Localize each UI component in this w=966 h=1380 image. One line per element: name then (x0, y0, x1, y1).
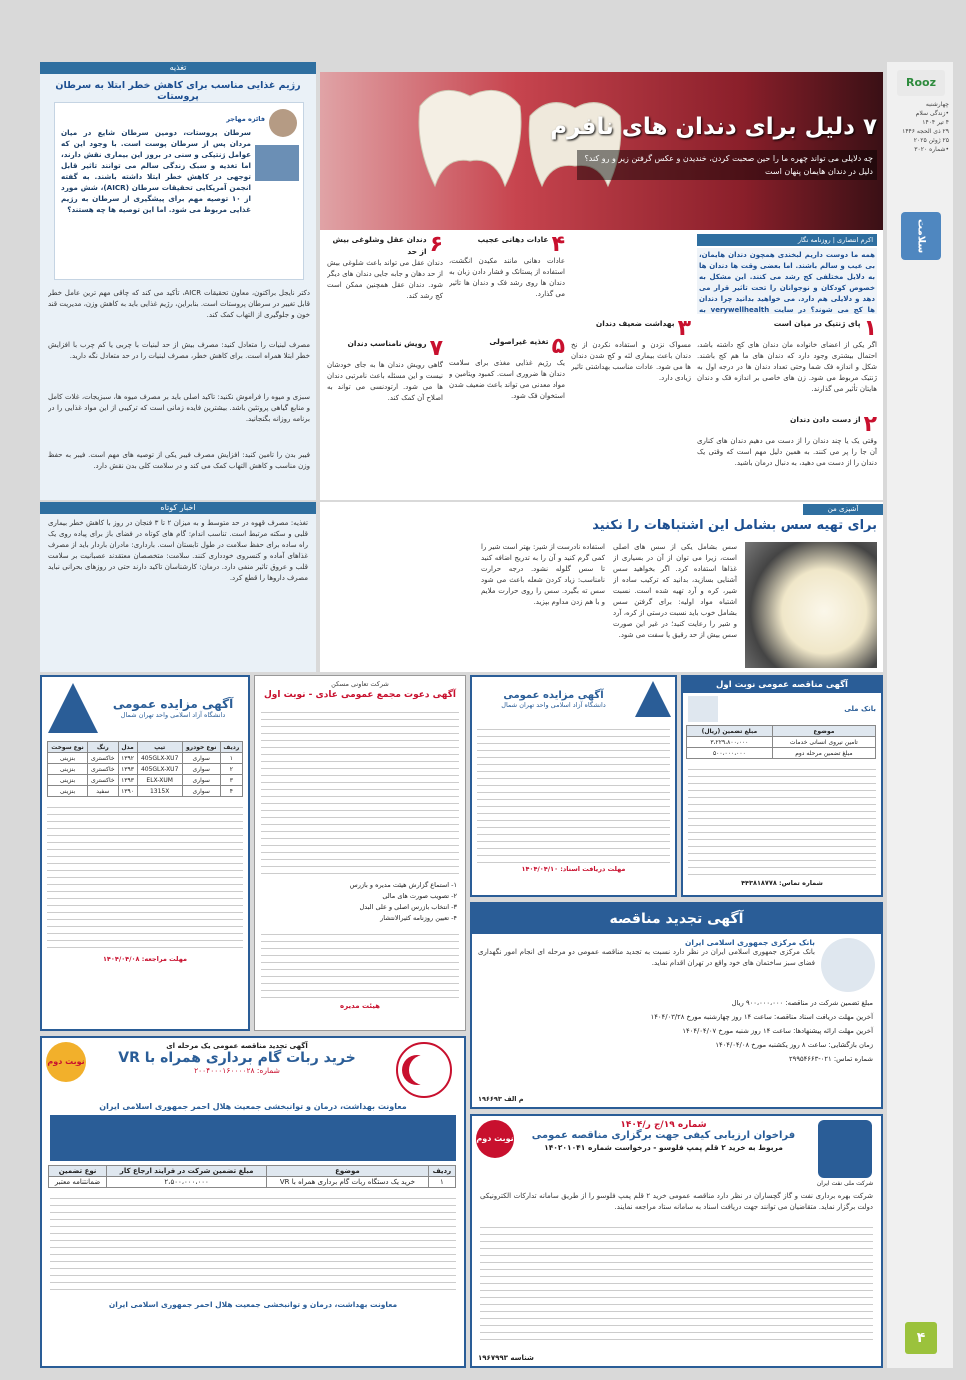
tender-title: آگهی تجدید مناقصه (609, 911, 744, 927)
reason-body: مسواک نزدن و استفاده نکردن از نخ دندان باعث بیماری لثه و کج شدن دندان ها می شود. عادات مناسب بهداشتی تاثیر زیادی دارد. (571, 341, 691, 382)
masthead-item: ۲۹ ذی الحجه ۱۴۴۶ (902, 128, 949, 135)
gas-id: شناسه ۱۹۶۷۹۹۳ (478, 1354, 534, 1362)
assembly-org: شرکت تعاونی مسکن (331, 680, 389, 688)
teeth-col-3 (449, 234, 565, 454)
tender-lead: بانک مرکزی جمهوری اسلامی ایران در نظر دارد نسبت به تجدید مناقصه عمومی دو مرحله ای انجام امور نگهداری فضای سبز ساختمان های خود واقع در تهران اقدام نماید. (478, 948, 815, 967)
ad-assembly (254, 675, 466, 1031)
nutrition-title: رژیم غذایی مناسب برای کاهش خطر ابتلا به سرطان پروستات (55, 80, 301, 102)
tender-point: زمان بازگشایی: ساعت ۸ روز یکشنبه مورخ ۱۴۰۴/۰۴/۰۸ (715, 1041, 873, 1049)
reason-heading: بهداشت ضعیف دندان (595, 319, 675, 328)
teeth-col-4 (327, 234, 443, 456)
gas-org: شرکت ملی نفت ایران (816, 1180, 874, 1187)
speaker-icon (255, 145, 299, 181)
agenda-item: ۲- تصویب صورت های مالی (382, 892, 457, 900)
nutrition-paragraph: سبزی و میوه را فراموش نکنید: تاکید اصلی باید بر مصرف میوه ها، سبزیجات، غلات کامل و منابع گیاهی پروتئین باشد. بیشترین فایده زمانی است که ترکیبی از این مواد غذایی را در برنامه روزانه بگنجانید. (48, 393, 310, 423)
ad-text-block (688, 763, 876, 875)
masthead-item: •شماره ۳۰۲۰ (914, 146, 949, 153)
ad-tender (470, 902, 883, 1109)
cooking-paragraph: سس بشامل یکی از سس های اصلی است، زیرا می توان از آن در بسیاری از غذاها استفاده کرد. اگر بخواهید سس آشنایی بسازید، بدانید که ترکیب ساده از شیر، کره و آرد تهیه شده است. نسبت اشتباه مواد اولیه: برای گرفتن سس بشامل خوب باید نسبت درستی از کره، آرد و شیر را رعایت کنید؛ در غیر این صورت سس بیش از حد رقیق یا سفت می شود. (613, 543, 737, 639)
short-news (40, 502, 316, 672)
ad-auction-1 (470, 675, 677, 897)
red-crescent-logo-icon (396, 1042, 452, 1098)
ad-text-block (261, 928, 459, 998)
auction2-org: دانشگاه آزاد اسلامی واحد تهران شمال (120, 711, 226, 719)
reason-body: اگر یکی از اعضای خانواده مان دندان های کج داشته باشد، احتمال بیشتری وجود دارد که دندان های ما هم کج باشند. شکل و اندازه فک شما وحتی تعداد دندان ها در درجه اول به ژنتیک مربوط می شود. زن های خاصی بر اندازه فک و دندان هایتان تأثیر می گذارند. (697, 341, 877, 393)
cooking-title: برای تهیه سس بشامل این اشتباهات را نکنید (592, 518, 877, 533)
gas-number: شماره ۱۹/ج ر/۱۴۰۴ (620, 1120, 707, 1130)
ad-text-block (47, 801, 243, 951)
nutrition-paragraph: فیبر بدن را تامین کنید: افزایش مصرف فیبر یکی از توصیه های مهم است. فیبر به حفظ وزن مناسب و کاهش التهاب کمک می کند و در سلامت کلی بدن نقش دارد. (48, 451, 310, 470)
page-number: ۴ (905, 1322, 937, 1354)
university-logo-icon (635, 681, 671, 717)
nutrition-band: تغذیه (40, 62, 316, 74)
auction1-title: آگهی مزایده عمومی (503, 689, 604, 701)
ad-auction-2 (40, 675, 250, 1031)
auction2-note: مهلت مراجعه: ۱۴۰۴/۰۴/۰۸ (102, 955, 188, 963)
shortnews-body: تغذیه: مصرف قهوه در حد متوسط و به میزان ۲ تا ۳ فنجان در روز با کاهش خطر بیماری قلبی و سکته مرتبط است. تناسب اندام: گام های کوتاه در فضای باز برای پیاده روی یک راه ساده برای حفظ سلامت در طول تابستان است. بارداری: مادران باردار باید از مصرف غذاهای آماده و کنسروی خودداری کنند. سلامت: متخصصان معتقدند عصبانیت بر سلامت قلب و عروق تاثیر منفی دارد. درمان: کارشناسان تاکید دارند حتی در روزهای بحرانی نباید مصرف داروها را قطع کرد. (48, 519, 308, 582)
ad-bank-title: آگهی مناقصه عمومی نوبت اول (683, 677, 881, 693)
table-row: ۱ سواری 405GLX-XU7 ۱۳۹۲ خاکستری بنزینی (48, 753, 243, 764)
nutrition-author: فائزه مهاجر (226, 115, 265, 123)
ad-text-block (480, 1221, 873, 1341)
teeth-intro: همه ما دوست داریم لبخندی همچون دندان هایمان، بی عیب و سالم باشند. اما بعضی وقت ها دندان ها به دلایل مختلفی کج رشد می کنند. این مشکل به خصوص کودکان و نوجوانان را تحت تاثیر قرار می دهد و دلایلی هم دارد. می خواهید بدانید چرا دندان ها کج می شوند؟ در سایت verywellhealth به (697, 248, 877, 314)
tender-point: مبلغ تضمین شرکت در مناقصه: ۹۰۰،۰۰۰،۰۰۰ ریال (731, 999, 873, 1007)
reason-body: عادات دهانی مانند مکیدن انگشت، استفاده از پستانک و فشار دادن زبان به دندان ها روی رشد فک و دندان ها تاثیر می گذارد. (449, 257, 565, 298)
ad-red-crescent (40, 1036, 466, 1368)
redcrescent-number: شماره: ۲۰۰۴۰۰۰۱۶۰۰۰۰۲۸ (194, 1066, 280, 1075)
sauce-photo (745, 542, 877, 668)
redcrescent-headline: خرید ربات گام برداری همراه با VR (118, 1050, 356, 1066)
round-badge: نوبت دوم (46, 1042, 86, 1082)
nutrition-lead-box (54, 102, 304, 280)
logo (897, 70, 945, 96)
university-logo-icon (48, 683, 98, 733)
auction1-note: مهلت دریافت اسناد: ۱۴۰۴/۰۴/۱۰ (521, 865, 626, 873)
reason-body: گاهی رویش دندان ها به جای خودشان نیست و این مسئله باعث نامرتبی دندان ها می شود. ارتودنسی می تواند به اصلاح آن کمک کند. (327, 361, 443, 402)
bank-logo-icon (688, 696, 718, 722)
ad-text-block (261, 706, 459, 876)
cooking-band: آشپزی من (803, 504, 883, 515)
gas-body: شرکت بهره برداری نفت و گاز گچساران در نظر دارد مناقصه عمومی خرید ۲ قلم پمپ فلوسو را از طریق سامانه تدارکات الکترونیکی دولت برگزار نماید. متقاضیان می توانند جهت دریافت اسناد به سامانه ستاد مراجعه نمایند. (480, 1192, 873, 1211)
tender-org: بانک مرکزی جمهوری اسلامی ایران (685, 938, 815, 947)
tender-point: شماره تماس: ۰۲۱-۲۹۹۵۴۶۶۳ (789, 1055, 873, 1063)
teeth-hero (320, 72, 883, 230)
reason-body: دندان عقل می تواند باعث شلوغی بیش از حد دهان و جابه جایی دندان های دیگر شود. دندان عقل همچنین ممکن است کج رشد کند. (327, 259, 443, 300)
cooking-article (320, 502, 883, 672)
masthead-date (891, 100, 949, 154)
agenda-item: ۴- تعیین روزنامه کثیرالانتشار (380, 914, 457, 922)
teeth-subtitle: چه دلایلی می تواند چهره ما را حین صحبت کردن، خندیدن و عکس گرفتن زیر و رو کند؟ دلیل در دندان هایمان پنهان است (577, 150, 877, 180)
reason-number: ۱ (863, 316, 877, 341)
table-row: مبلغ تضمین مرحله دوم ۵۰۰،۰۰۰،۰۰۰ (687, 748, 876, 759)
round-badge: نوبت دوم (476, 1120, 514, 1158)
gas-title: فراخوان ارزیابی کیفی جهت برگزاری مناقصه عمومی (531, 1130, 796, 1141)
assembly-sign: هیئت مدیره (340, 1002, 380, 1010)
logo-text: Rooz (906, 76, 936, 89)
teeth-author: اکرم انتصاری | روزنامه نگار (697, 234, 877, 246)
table-header-row: ردیف نوع خودرو تیپ مدل رنگ نوع سوخت (48, 742, 243, 753)
reason-heading: تغذیه غیراصولی (489, 337, 549, 346)
table-row: ۳ سواری ELX-XUM ۱۳۹۳ خاکستری بنزینی (48, 775, 243, 786)
masthead-item: •زندگی سلام (915, 110, 949, 117)
central-bank-logo-icon (821, 938, 875, 992)
table-row: ۴ سواری 1315X ۱۳۹۰ سفید بنزینی (48, 786, 243, 797)
nutrition-lead: سرطان پروستات، دومین سرطان شایع در میان مردان پس از سرطان پوست است. با وجود این که عوامل ژنتیکی و سنی در بروز این بیماری نقش دارند، اما تغذیه و سبک زندگی سالم می توانند تاثیر قابل توجهی در کاهش خطر ابتلا داشته باشند. به گفته انجمن آمریکایی تحقیقات سرطان (AICR)، شش مورد از ۱۰ توصیه مهم برای پیشگیری از سرطان به رژیم غذایی مربوط می شود. اما این توصیه ها چه هستند؟ (61, 128, 251, 214)
weekday: چهارشنبه (925, 101, 949, 108)
auction1-org: دانشگاه آزاد اسلامی واحد تهران شمال (501, 700, 606, 709)
reason-number: ۷ (429, 336, 443, 361)
author-avatar (269, 109, 297, 137)
reason-number: ۶ (429, 232, 443, 257)
agenda-item: ۱- استماع گزارش هیئت مدیره و بازرس (349, 881, 457, 889)
teeth-col-1 (697, 318, 877, 476)
ad-gas (470, 1114, 883, 1368)
table-row: ۲ سواری 405GLX-XU7 ۱۳۹۳ خاکستری بنزینی (48, 764, 243, 775)
reason-heading: دندان عقل وشلوغی بیش از حد (332, 235, 427, 256)
table-row: تامین نیروی انسانی خدمات ۳،۲۲۹،۸۰۰،۰۰۰ (687, 737, 876, 748)
ad-text-block (477, 723, 670, 863)
reason-number: ۳ (677, 316, 691, 341)
table-row: ۱ خرید یک دستگاه ربات گام برداری همراه با VR ۲،۵۰۰،۰۰۰،۰۰۰ ضمانتنامه معتبر (49, 1177, 456, 1188)
reason-number: ۵ (551, 334, 565, 359)
reason-body: وقتی یک یا چند دندان را از دست می دهیم دندان های کناری آن جا را پر می کنند. به همین دلیل مهم است که وقتی یک دندان را از دست می دهید، به دنبال درمان باشید. (697, 437, 877, 467)
tender-point: آخرین مهلت ارائه پیشنهادها: ساعت ۱۴ روز شنبه مورخ ۱۴۰۴/۰۴/۰۷ (682, 1027, 873, 1035)
ad-bank (681, 675, 883, 897)
reason-number: ۴ (551, 232, 565, 257)
teeth-title: ۷ دلیل برای دندان های نافرم (550, 114, 877, 140)
table-header: موضوع (772, 726, 875, 737)
section-tab[interactable] (901, 212, 941, 260)
agenda-item: ۳- انتخاب بازرس اصلی و علی البدل (359, 903, 457, 911)
ad-bank-contact: شماره تماس: ۴۴۳۸۱۸۷۷۸ (741, 879, 823, 887)
nutrition-paragraph: مصرف لبنیات را متعادل کنید: مصرف بیش از حد لبنیات با چربی یا کم چرب با افزایش خطر ابتلا همراه است. برای کاهش خطر، مصرف لبنیات را در حد متعادل نگه دارید. (48, 341, 310, 360)
teeth-col-2 (571, 318, 691, 420)
reason-heading: عادات دهانی عجیب (477, 235, 549, 244)
masthead-item: ۴ تیر ۱۴۰۴ (922, 119, 949, 126)
masthead-item: ۲۵ ژوئن ۲۰۲۵ (913, 137, 949, 144)
tender-id: م الف ۱۹۶۶۹۳ (478, 1095, 524, 1103)
nutrition-article (40, 62, 316, 500)
nutrition-paragraph: دکتر نایجل براکتون، معاون تحقیقات AICR، تأکید می کند که چاقی مهم ترین عامل خطر قابل تغییر در سرطان پروستات است. بنابراین، رژیم غذایی باید به کاهش وزن، مدیریت قند خون و جلوگیری از التهاب کمک کند. (48, 289, 310, 319)
auction2-title: آگهی مزایده عمومی (112, 697, 234, 711)
redcrescent-footer: معاونت بهداشت، درمان و توانبخشی جمعیت هلال احمر جمهوری اسلامی ایران (108, 1300, 398, 1309)
tender-point: آخرین مهلت دریافت اسناد مناقصه: ساعت ۱۴ روز چهارشنبه مورخ ۱۴۰۴/۰۳/۲۸ (650, 1013, 873, 1021)
gas-subject: مربوط به خرید ۲ قلم پمپ فلوسو - درخواست شماره ۱۴۰۲۰۱۰۴۱ (544, 1143, 783, 1152)
table-header: مبلغ تضمین (ریال) (687, 726, 773, 737)
assembly-title: آگهی دعوت مجمع عمومی عادی - نوبت اول (263, 690, 457, 700)
nioc-logo-icon (818, 1120, 872, 1178)
cooking-paragraph: استفاده نادرست از شیر: بهتر است شیر را کمی گرم کنید و آن را به تدریج اضافه کنید تا سس گلوله نشود. درجه حرارت نامناسب: زیاد کردن شعله باعث می شود سس ته بگیرد. سس را روی حرارت ملایم و با هم زدن مداوم بپزید. (481, 543, 605, 606)
ad-text-block (50, 1192, 456, 1296)
redcrescent-org: معاونت بهداشت، درمان و توانبخشی جمعیت هلال احمر جمهوری اسلامی ایران (99, 1102, 407, 1111)
ad-bank-org: بانک ملی (844, 705, 876, 713)
reason-heading: پای ژنتیک در میان است (773, 319, 861, 328)
table-header-row: ردیف موضوع مبلغ تضمین شرکت در فرایند ارجاع کار نوع تضمین (49, 1166, 456, 1177)
reason-body: یک رژیم غذایی مغذی برای سلامت دندان ها ضروری است. کمبود ویتامین و مواد معدنی می تواند باعث ضعیف شدن استخوان فک شود. (449, 359, 565, 400)
section-label: سلامت (915, 218, 927, 254)
redcrescent-title: آگهی تجدید مناقصه عمومی یک مرحله ای (166, 1042, 308, 1050)
reason-number: ۲ (863, 412, 877, 437)
shortnews-band: اخبار کوتاه (40, 502, 316, 514)
reason-heading: از دست دادن دندان (790, 415, 861, 424)
reason-heading: رویش نامناسب دندان (347, 339, 427, 348)
